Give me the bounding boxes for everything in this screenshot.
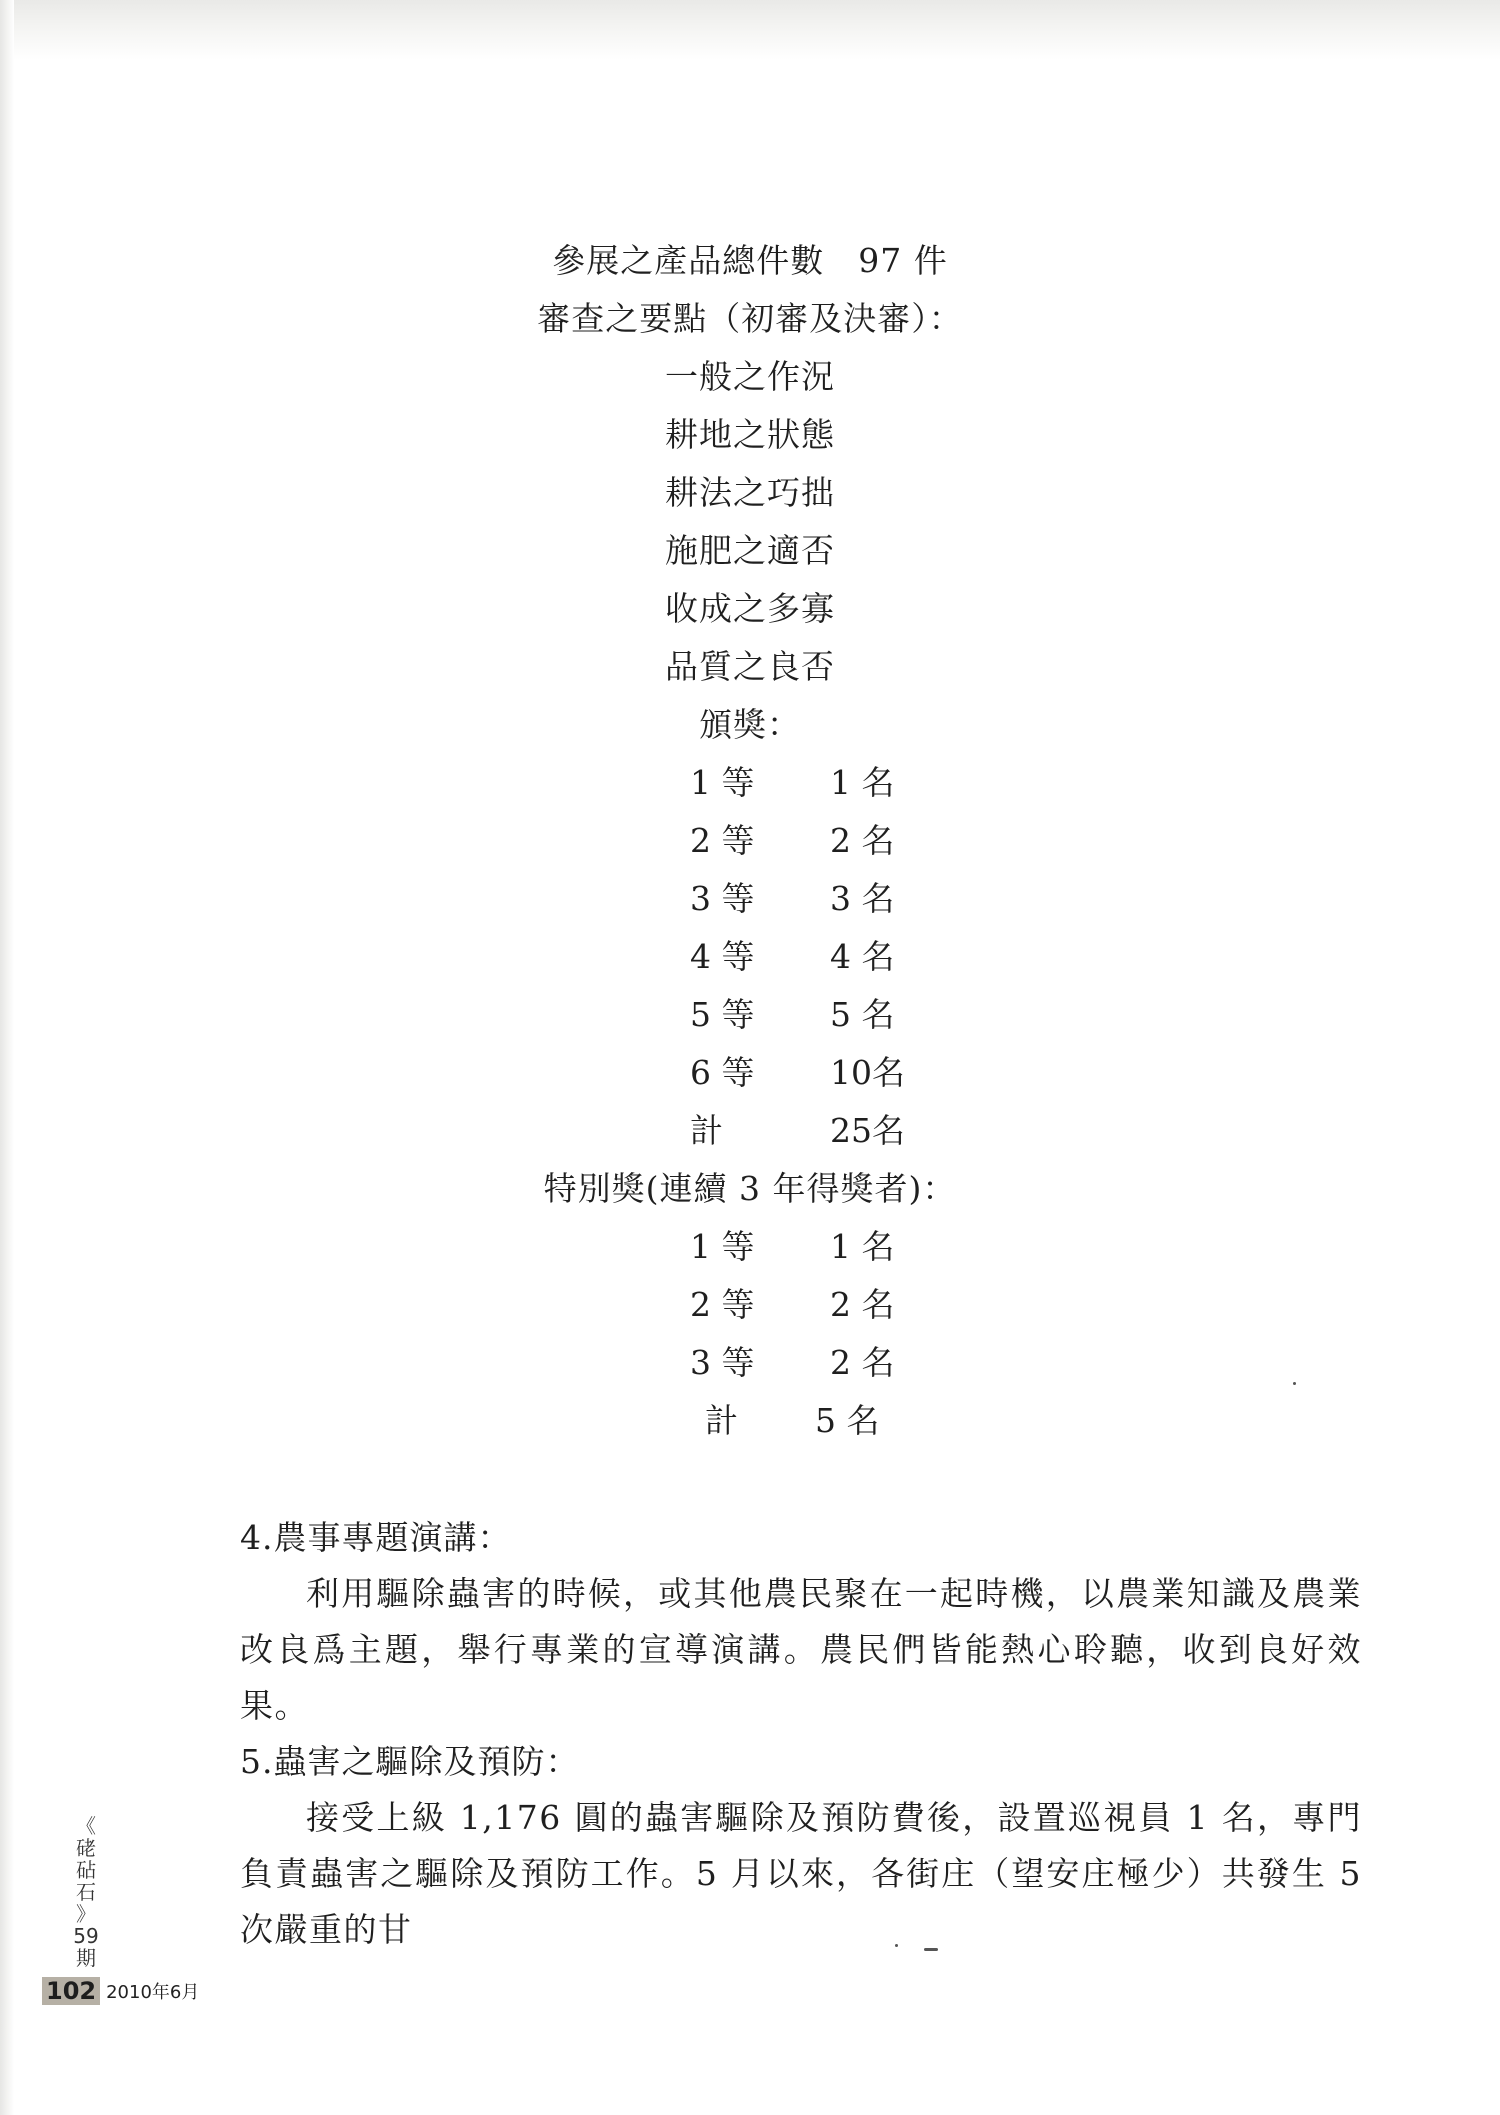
criteria-item: 施肥之適否 [665,531,835,570]
award-rank: 5 等 [690,995,755,1034]
criteria-item: 收成之多寡 [665,589,835,628]
award-rank: 2 等 [690,821,755,860]
criteria-item: 耕地之狀態 [665,415,835,454]
special-awards-heading: 特別獎(連續 3 年得獎者)： [543,1169,957,1208]
criteria-item: 耕法之巧拙 [665,473,835,512]
award-rank: 計 [690,1111,723,1150]
special-award-row [0,1276,1500,1334]
section-heading: 4.農事專題演講： [240,1518,512,1557]
journal-title-char: 《 [76,1814,96,1838]
award-rank: 1 等 [690,763,755,802]
award-rank: 3 等 [690,1343,755,1382]
page-top-shadow [0,0,1500,60]
journal-title-char: 石 [76,1880,96,1904]
award-count: 1 名 [830,1227,895,1266]
page-footer [42,1976,199,2006]
award-row [0,928,1500,986]
award-row [0,870,1500,928]
issue-date: 2010年6月 [106,1982,200,2003]
journal-title-char: 》 [76,1902,96,1926]
section-paragraph: 利用驅除蟲害的時候，或其他農民聚在一起時機，以農業知識及農業改良爲主題，舉行專業的宣導演講。農民們皆能熱心聆聽，收到良好效果。 [240,1574,1362,1725]
exhibit-summary [0,232,1500,1450]
award-rank: 2 等 [690,1285,755,1324]
award-rank: 4 等 [690,937,755,976]
award-row [0,754,1500,812]
scan-speck [924,1948,938,1951]
award-count: 5 名 [830,995,895,1034]
award-row [0,812,1500,870]
award-count: 2 名 [830,1285,895,1324]
award-count: 10名 [830,1053,905,1092]
special-award-row [0,1334,1500,1392]
award-rank: 計 [705,1401,738,1440]
journal-title-char: 期 [76,1946,96,1970]
award-count: 2 名 [830,1343,895,1382]
journal-title-char: 砧 [76,1858,96,1882]
special-award-row [0,1218,1500,1276]
scan-speck [1293,1382,1296,1385]
award-row [0,1044,1500,1102]
award-total-row [0,1102,1500,1160]
award-count: 25名 [830,1111,905,1150]
section-heading: 5.蟲害之驅除及預防： [240,1742,580,1781]
award-count: 2 名 [830,821,895,860]
award-rank: 6 等 [690,1053,755,1092]
special-award-total-row [0,1392,1500,1450]
page-number: 102 [42,1977,100,2005]
journal-issue: 59 [73,1924,99,1948]
awards-heading: 頒獎： [699,705,801,744]
criteria-item: 一般之作況 [665,357,835,396]
award-count: 5 名 [815,1401,880,1440]
award-count: 3 名 [830,879,895,918]
body-sections [240,1510,1362,1958]
criteria-item: 品質之良否 [665,647,835,686]
award-count: 4 名 [830,937,895,976]
award-rank: 1 等 [690,1227,755,1266]
total-items-line: 參展之產品總件數 97 件 [552,241,948,280]
section-paragraph: 接受上級 1,176 圓的蟲害驅除及預防費後，設置巡視員 1 名，專門負責蟲害之驅除及預防工作。5 月以來，各街庄（望安庄極少）共發生 5 次嚴重的甘 [240,1798,1362,1949]
award-rank: 3 等 [690,879,755,918]
journal-title-char: 硓 [76,1836,96,1860]
award-count: 1 名 [830,763,895,802]
award-row [0,986,1500,1044]
criteria-heading: 審查之要點（初審及決審）： [537,299,963,338]
scan-speck [895,1944,898,1947]
journal-title-vertical [66,1815,106,1969]
